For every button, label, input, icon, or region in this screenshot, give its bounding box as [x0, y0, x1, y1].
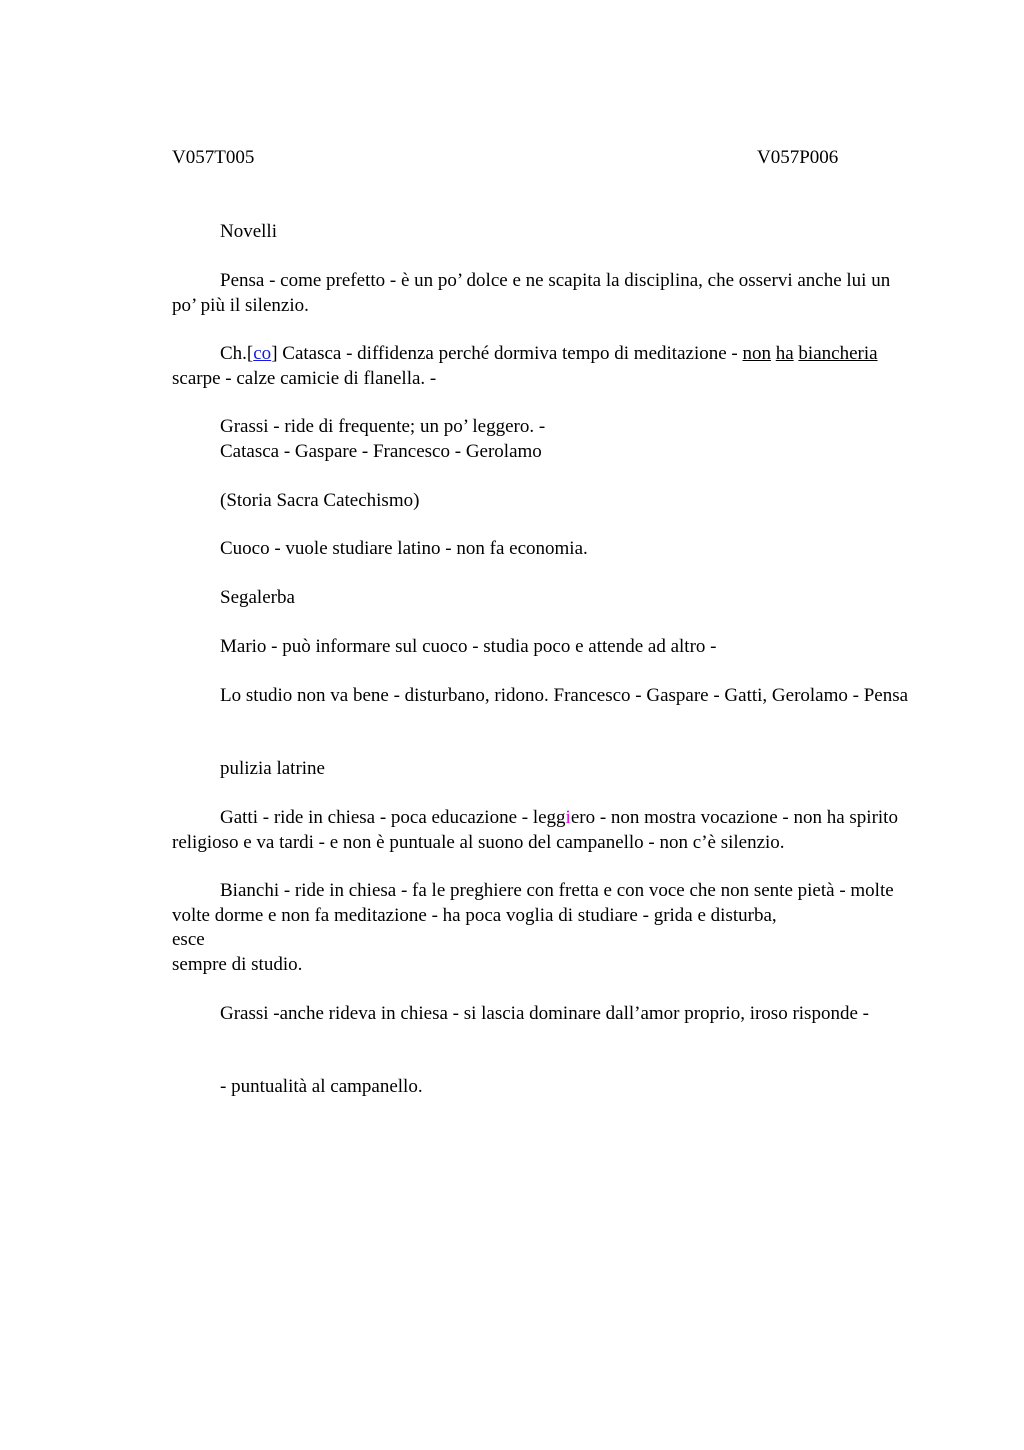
text-prefix: Ch.[: [220, 343, 254, 364]
page-code-left: V057T005: [172, 147, 255, 168]
paragraph-text: Gatti - ride in chiesa - poca educazione - legg: [220, 807, 566, 828]
paragraph-cuoco: [172, 537, 912, 562]
paragraph-bianchi: [172, 879, 912, 977]
paragraph-text: Bianchi - ride in chiesa - fa le preghiere con fretta e con voce che non sente pietà - molte volte dorme e non fa meditazione - ha poca voglia di studiare - grida e disturba,: [172, 880, 894, 926]
paragraph-text: Mario - può informare sul cuoco - studia poco e attende ad altro -: [220, 636, 717, 657]
paragraph-text: Pensa - come prefetto - è un po’ dolce e ne scapita la disciplina, che osservi anche lui un po’ più il silenzio.: [172, 270, 891, 316]
paragraph-studio: [172, 684, 912, 709]
paragraph-storia: [172, 489, 912, 514]
paragraph-text: sempre di studio.: [172, 953, 303, 975]
paragraph-pulizia: [172, 757, 912, 782]
paragraph-text: (Storia Sacra Catechismo): [220, 490, 420, 511]
highlighted-letter: i: [565, 807, 571, 828]
paragraph-text: Catasca - Gaspare - Francesco - Gerolamo: [220, 441, 542, 462]
paragraph-text: Segalerba: [220, 587, 295, 608]
paragraph-names: [172, 440, 912, 465]
page-code-right: V057P006: [757, 147, 839, 168]
paragraph-mario: [172, 635, 912, 660]
underlined-word: biancheria: [798, 343, 878, 364]
underlined-word: ha: [775, 343, 794, 364]
paragraph-text: Grassi -anche rideva in chiesa - si lascia dominare dall’amor proprio, iroso risponde -: [220, 1003, 869, 1024]
paragraph-novelli: [172, 220, 912, 245]
paragraph-text: Grassi - ride di frequente; un po’ leggero. -: [220, 416, 546, 437]
paragraph-text: - puntualità al campanello.: [220, 1076, 423, 1097]
paragraph-grassi: [172, 415, 912, 440]
paragraph-text: pulizia latrine: [220, 758, 325, 779]
paragraph-segalerba: [172, 586, 912, 611]
underlined-word: non: [742, 343, 771, 364]
paragraph-puntualita: [172, 1075, 912, 1100]
paragraph-pensa: [172, 269, 912, 318]
paragraph-text: Novelli: [220, 221, 277, 242]
paragraph-text: Catasca - diffidenza perché dormiva tempo di meditazione -: [277, 343, 743, 364]
editorial-link[interactable]: co: [253, 343, 272, 364]
paragraph-grassi-2: [172, 1002, 912, 1027]
paragraph-catasca: [172, 342, 912, 391]
paragraph-text: scarpe - calze camicie di flanella. -: [172, 367, 437, 389]
paragraph-text: Cuoco - vuole studiare latino - non fa economia.: [220, 538, 588, 559]
paragraph-gatti: [172, 806, 912, 855]
paragraph-text: esce: [172, 929, 205, 950]
paragraph-text: ero - non mostra vocazione - non ha spirito religioso e va tardi - e non è puntuale al suono del campanello - non c’è silenzio.: [172, 807, 898, 853]
paragraph-text: Lo studio non va bene - disturbano, ridono. Francesco - Gaspare - Gatti, Gerolamo - Pensa: [220, 685, 909, 706]
text-bracket: ]: [271, 343, 278, 364]
